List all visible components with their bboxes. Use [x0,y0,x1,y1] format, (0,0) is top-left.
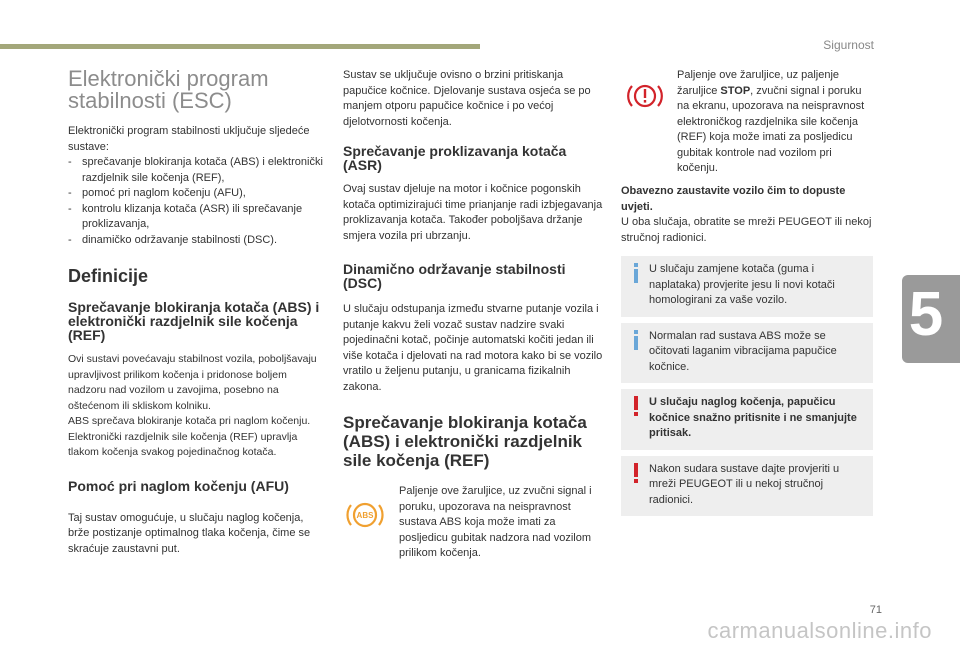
column-1 [68,68,326,557]
list-item: - kontrolu klizanja kotača (ASR) ili sprečavanje proklizavanja, [68,202,303,230]
abs-ref-text: Ovi sustavi povećavaju stabilnost vozila, poboljšavaju upravljivost prilikom kočenja i pridonose boljem nadzoru nad vozilom u zavojima, posebno na oštećenom ili skliskom kolniku. ABS sprečava blokiranje kotača pri naglom kočenju. Elektronički razdjelnik sile kočenja (REF) upravlja tlakom kočenja svakog pojedinačnog kotača. [68,353,317,458]
info-note: U slučaju zamjene kotača (guma i naplataka) provjerite jesu li novi kotači homologirani za vaše vozilo. [621,256,873,317]
page-number: 71 [869,604,882,616]
notes-list [621,256,873,516]
afu-text: Taj sustav omogućuje, u slučaju naglog kočenja, brže postizanje optimalnog tlaka kočenja, čime se skraćuje zaustavni put. [68,511,311,555]
title-line-2: stabilnosti (ESC) [68,88,232,113]
stop-lamp-text: Paljenje ove žaruljice, uz paljenje žaruljice STOP, zvučni signal i poruku na ekranu, upozorava na neispravnost elektroničkog razdjelnika sile kočenja (REF) koja može imati za posljedicu gubitak kontrole nad vozilom pri kočenju. [677,69,865,174]
section-title: Sigurnost [823,38,874,52]
afu-heading: Pomoć pri naglom kočenju (AFU) [68,477,289,494]
warning-note: Nakon sudara sustave dajte provjeriti u mreži PEUGEOT ili u nekoj stručnoj radionici. [621,456,873,517]
list-item: - dinamičko održavanje stabilnosti (DSC). [68,233,278,246]
abs-lamp-text: Paljenje ove žaruljice, uz zvučni signal i poruku, upozoravа na neispravnost sustava ABS koja može imati za posljedicu gubitak nadzora nad vozilom prilikom kočenja. [399,485,592,559]
list-item: - sprečavanje blokiranja kotača (ABS) i elektronički razdjelnik sile kočenja (REF), [68,156,323,184]
page-title [68,68,326,112]
watermark: carmanualsonline.info [707,618,932,643]
asr-text: Ovaj sustav djeluje na motor i kočnice pogonskih kotača optimizirajući time prianjanje radi izbjegavanja proklizavanja kotača. Također poboljšava držanje smjera vozila pri ubrzanju. [343,183,603,242]
header-accent-bar [0,44,480,49]
contact-dealer-text: U oba slučaja, obratite se mreži PEUGEOT ili nekoj stručnoj radionici. [621,216,872,244]
definitions-heading: Definicije [68,266,149,286]
abs-warning-icon [343,498,387,537]
chapter-number: 5 [908,280,944,349]
esc-intro: Elektronički program stabilnosti uključuje sljedeće sustave: [68,125,310,153]
svg-text:ABS: ABS [356,511,374,520]
title-line-1: Elektronički program [68,66,269,91]
column-3 [621,68,873,522]
exclamation-icon [631,396,641,416]
abs-ref-big-heading: Sprečavanje blokiranja kotača (ABS) i elektronički razdjelnik sile kočenja (REF) [343,413,587,470]
stop-warning-row [621,68,873,176]
exclamation-icon [631,463,641,483]
abs-ref-heading: Sprečavanje blokiranja kotača (ABS) i elektronički razdjelnik sile kočenja (REF) [68,299,320,343]
systems-list [68,155,326,248]
warning-note: U slučaju naglog kočenja, papučicu kočnice snažno pritisnite i ne smanjujte pritisak. [621,389,873,450]
dsc-heading: Dinamično održavanje stabilnosti (DSC) [343,261,566,291]
abs-warning-row [343,484,603,564]
info-icon [631,330,641,350]
list-item: - pomoć pri naglom kočenju (AFU), [68,187,246,199]
dsc-text: U slučaju odstupanja između stvarne putanje vozila i putanje kakvu želi vozač sustav nadzire svaki pojedinačni kotač, počinje automatski kočiti jedan ili više kotača i djelovati na rad motora kako bi se vozilo vratilo u željenu putanju, u granicama fizikalnih zakona. [343,303,603,393]
afu-continued-text: Sustav se uključuje ovisno o brzini pritiskanja papučice kočnice. Djelovanje sustava osjeća se po manjem otporu papučice kočnice i po većoj djelotvornosti kočenja. [343,69,591,128]
info-note: Normalan rad sustava ABS može se očitovati laganim vibracijama papučice kočnice. [621,323,873,384]
stop-instruction: Obavezno zaustavite vozilo čim to dopuste uvjeti. [621,185,846,213]
info-icon [631,263,641,283]
column-2 [343,68,603,564]
chapter-tab [902,275,960,363]
asr-heading: Sprečavanje proklizavanja kotača (ASR) [343,143,567,173]
brake-warning-icon [625,80,665,117]
